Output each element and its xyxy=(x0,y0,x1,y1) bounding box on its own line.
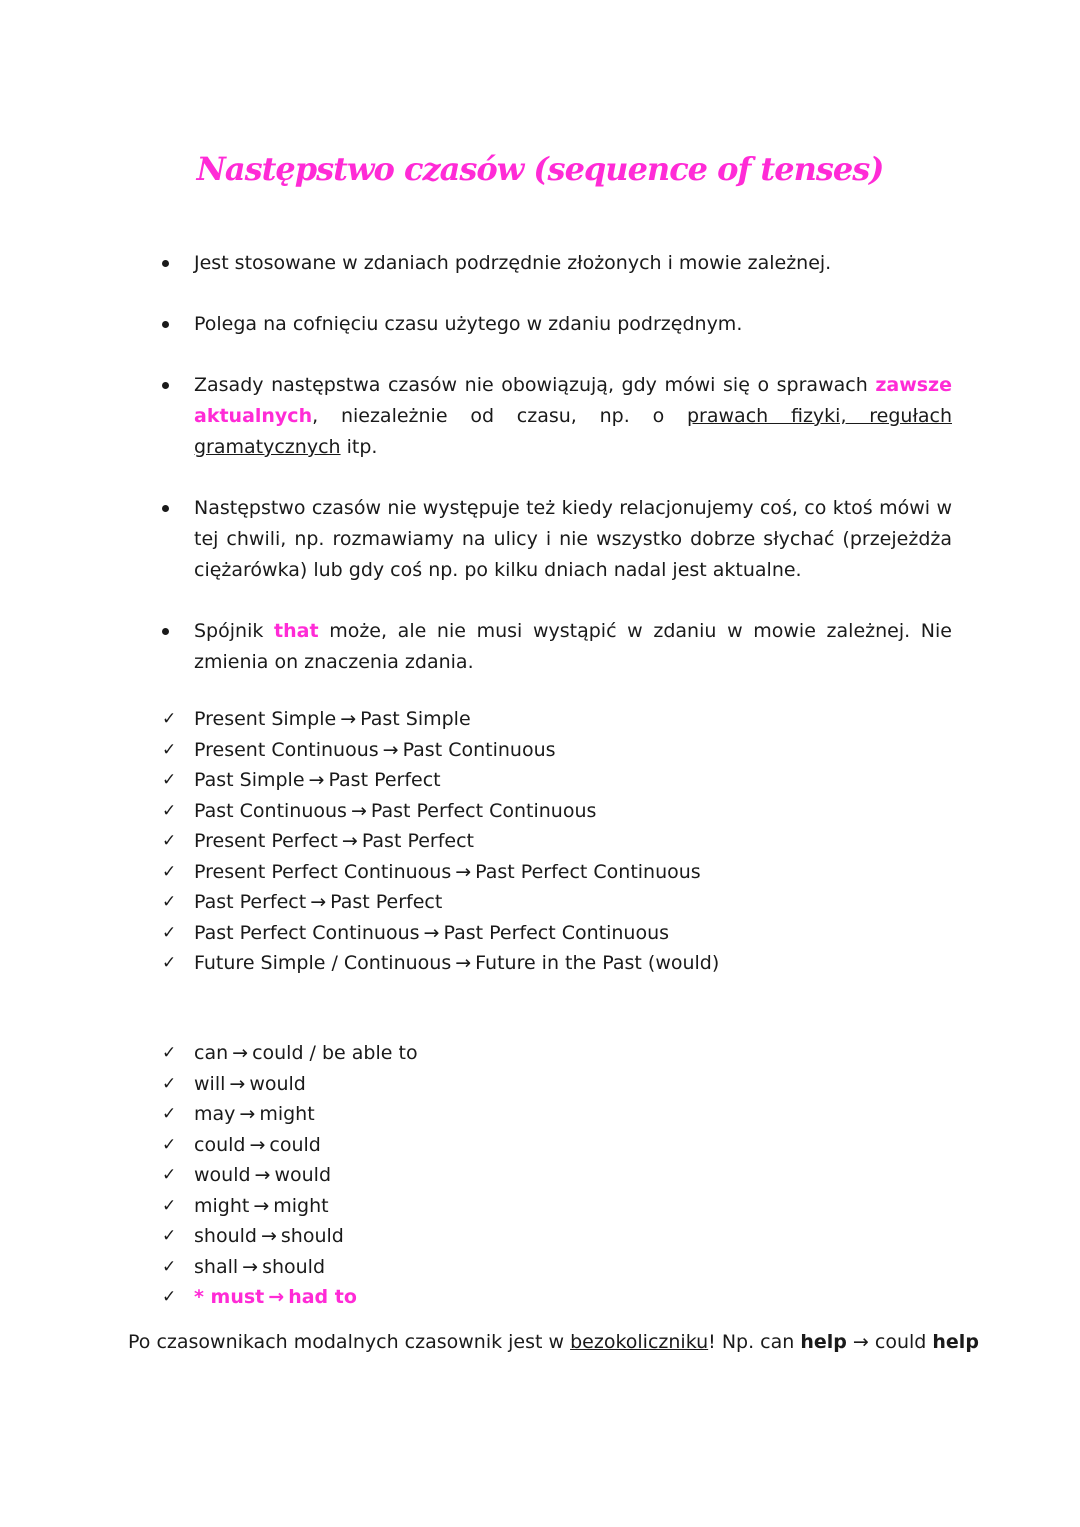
tense-to: Past Perfect Continuous xyxy=(370,799,597,822)
rule-text: itp. xyxy=(346,436,378,458)
arrow-right-icon: → xyxy=(455,860,472,883)
arrow-right-icon: → xyxy=(382,738,399,761)
check-icon: ✓ xyxy=(162,709,177,729)
modal-to: should xyxy=(262,1255,326,1278)
modal-shift-list xyxy=(160,1038,860,1313)
bold-text: help xyxy=(932,1331,979,1353)
arrow-right-icon: → xyxy=(341,830,358,852)
bullet-icon xyxy=(162,382,169,389)
highlight-text: zawsze aktualnych xyxy=(194,374,952,427)
modal-from: might xyxy=(194,1194,250,1217)
modal-to: might xyxy=(259,1103,315,1125)
tense-from: Present Perfect Continuous xyxy=(194,860,452,883)
tense-from: Present Perfect xyxy=(194,830,338,852)
arrow-right-icon: → xyxy=(242,1255,259,1278)
list-item xyxy=(160,309,952,340)
highlight-text: that xyxy=(274,620,319,642)
rule-text: Spójnik xyxy=(194,620,264,642)
rules-list xyxy=(160,248,952,678)
list-item xyxy=(160,735,860,766)
arrow-right-icon: → xyxy=(253,1194,270,1217)
rule-text: , niezależnie od czasu, np. o xyxy=(312,405,665,427)
check-icon: ✓ xyxy=(162,861,177,882)
modal-to: could / be able to xyxy=(252,1042,418,1064)
tense-shift-list xyxy=(160,704,860,979)
tense-to: Past Perfect xyxy=(328,769,441,791)
check-icon: ✓ xyxy=(162,770,177,790)
bold-text: help xyxy=(800,1331,847,1353)
arrow-right-icon: → xyxy=(308,769,325,791)
modal-from: could xyxy=(194,1133,246,1156)
check-icon: ✓ xyxy=(162,800,177,821)
tense-from: Past Perfect Continuous xyxy=(194,921,420,944)
list-item xyxy=(160,765,860,796)
list-item xyxy=(160,1038,860,1069)
arrow-right-icon: → xyxy=(852,1331,869,1353)
note-text: Po czasownikach modalnych czasownik jest w xyxy=(128,1331,565,1353)
rule-text: Zasady następstwa czasów nie obowiązują, gdy mówi się o sprawach xyxy=(194,374,868,396)
modal-to: might xyxy=(273,1194,329,1217)
tense-to: Future in the Past (would) xyxy=(475,952,720,974)
check-icon: ✓ xyxy=(162,1104,177,1124)
list-item xyxy=(160,1099,860,1130)
arrow-right-icon: → xyxy=(249,1133,266,1156)
tense-from: Past Simple xyxy=(194,769,305,791)
tense-from: Present Simple xyxy=(194,708,337,730)
arrow-right-icon: → xyxy=(268,1286,285,1308)
bullet-icon xyxy=(162,260,169,267)
check-icon: ✓ xyxy=(162,922,177,943)
tense-to: Past Perfect xyxy=(361,830,475,852)
check-icon: ✓ xyxy=(162,1195,177,1216)
page-title: Następstwo czasów (sequence of tenses) xyxy=(196,150,884,188)
bullet-icon xyxy=(162,505,169,512)
list-item xyxy=(160,918,860,949)
modal-infinitive-note xyxy=(128,1327,1028,1358)
tense-to: Past Perfect Continuous xyxy=(443,921,670,944)
bullet-icon xyxy=(162,321,169,328)
list-item xyxy=(160,796,860,827)
check-icon: ✓ xyxy=(162,1226,177,1246)
modal-to: should xyxy=(280,1225,344,1247)
tense-to: Past Continuous xyxy=(402,738,556,761)
list-item xyxy=(160,248,952,279)
tense-from: Past Continuous xyxy=(194,799,347,822)
list-item-emphasis xyxy=(160,1282,860,1313)
list-item xyxy=(160,704,860,735)
arrow-right-icon: → xyxy=(350,799,367,822)
check-icon: ✓ xyxy=(162,953,177,973)
list-item xyxy=(160,493,952,586)
arrow-right-icon: → xyxy=(260,1225,277,1247)
rule-text: może, ale nie musi wystąpić w zdaniu w mowie zależnej. Nie zmienia on znaczenia zdania. xyxy=(194,620,952,673)
modal-to: had to xyxy=(288,1286,357,1308)
arrow-right-icon: → xyxy=(239,1103,256,1125)
check-icon: ✓ xyxy=(162,1165,177,1185)
rule-text: Jest stosowane w zdaniach podrzędnie złożonych i mowie zależnej. xyxy=(194,252,832,274)
list-item xyxy=(160,370,952,463)
list-item xyxy=(160,1160,860,1191)
underlined-text: prawach fizyki, regułach gramatycznych xyxy=(194,405,952,458)
modal-from: shall xyxy=(194,1255,239,1278)
rule-text: Polega na cofnięciu czasu użytego w zdaniu podrzędnym. xyxy=(194,313,743,335)
check-icon: ✓ xyxy=(162,1073,177,1094)
check-icon: ✓ xyxy=(162,831,177,851)
list-item xyxy=(160,826,860,857)
tense-from: Past Perfect xyxy=(194,891,307,913)
modal-from: should xyxy=(194,1225,257,1247)
modal-from: may xyxy=(194,1103,236,1125)
modal-to: could xyxy=(269,1133,321,1156)
list-item xyxy=(160,1221,860,1252)
modal-to: would xyxy=(249,1072,306,1095)
check-icon: ✓ xyxy=(162,1256,177,1277)
check-icon: ✓ xyxy=(162,1134,177,1155)
arrow-right-icon: → xyxy=(310,891,327,913)
check-icon: ✓ xyxy=(162,739,177,760)
modal-from: * must xyxy=(194,1286,265,1308)
arrow-right-icon: → xyxy=(254,1164,271,1186)
list-item xyxy=(160,948,860,979)
arrow-right-icon: → xyxy=(232,1042,249,1064)
list-item xyxy=(160,887,860,918)
tense-to: Past Perfect Continuous xyxy=(475,860,701,883)
check-icon: ✓ xyxy=(162,1287,177,1307)
check-icon: ✓ xyxy=(162,892,177,912)
note-text: ! Np. can xyxy=(708,1331,795,1353)
arrow-right-icon: → xyxy=(423,921,440,944)
note-text: could xyxy=(874,1331,927,1353)
arrow-right-icon: → xyxy=(229,1072,246,1095)
tense-to: Past Simple xyxy=(360,708,471,730)
list-item xyxy=(160,1191,860,1222)
modal-to: would xyxy=(274,1164,332,1186)
tense-from: Future Simple / Continuous xyxy=(194,952,452,974)
list-item xyxy=(160,1252,860,1283)
bullet-icon xyxy=(162,628,169,635)
list-item xyxy=(160,616,952,678)
arrow-right-icon: → xyxy=(455,952,472,974)
list-item xyxy=(160,1069,860,1100)
modal-from: will xyxy=(194,1072,226,1095)
arrow-right-icon: → xyxy=(340,708,357,730)
underlined-text: bezokoliczniku xyxy=(570,1331,709,1353)
check-icon: ✓ xyxy=(162,1043,177,1063)
tense-to: Past Perfect xyxy=(330,891,443,913)
list-item xyxy=(160,1130,860,1161)
modal-from: would xyxy=(194,1164,251,1186)
rule-text: Następstwo czasów nie występuje też kiedy relacjonujemy coś, co ktoś mówi w tej chwili, np. rozmawiamy na ulicy i nie wszystko dobrze słychać (przejeżdża ciężarówka) lub gdy coś np. po kilku dniach nadal jest aktualne. xyxy=(194,497,952,581)
modal-from: can xyxy=(194,1042,229,1064)
tense-from: Present Continuous xyxy=(194,738,379,761)
list-item xyxy=(160,857,860,888)
